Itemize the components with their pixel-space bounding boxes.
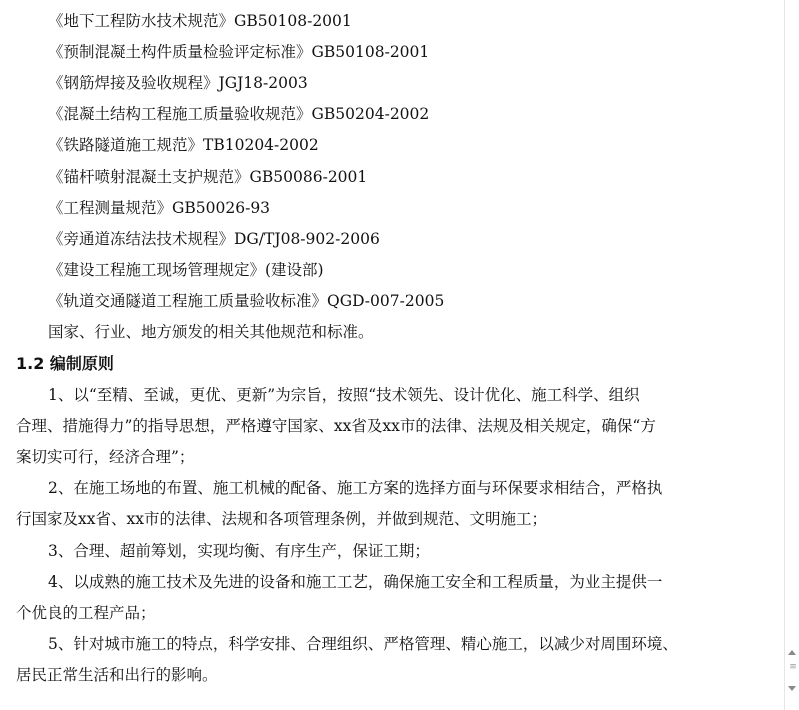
paragraph-line: 5、针对城市施工的特点，科学安排、合理组织、严格管理、精心施工，以减少对周围环境、	[48, 635, 678, 653]
standard-item: 《预制混凝土构件质量检验评定标准》GB50108-2001	[48, 43, 430, 61]
standard-item: 《工程测量规范》GB50026-93	[48, 199, 271, 217]
standard-item: 《锚杆喷射混凝土支护规范》GB50086-2001	[48, 168, 368, 186]
standard-item: 《建设工程施工现场管理规定》(建设部)	[48, 261, 324, 279]
standard-item: 《钢筋焊接及验收规程》JGJ18-2003	[48, 74, 308, 92]
standard-item: 《旁通道冻结法技术规程》DG/TJ08-902-2006	[48, 230, 380, 248]
standard-item: 《轨道交通隧道工程施工质量验收标准》QGD-007-2005	[48, 292, 445, 310]
paragraph-line: 3、合理、超前筹划，实现均衡、有序生产，保证工期；	[48, 542, 430, 560]
scroll-down-icon[interactable]	[788, 686, 796, 691]
standards-closing-line: 国家、行业、地方颁发的相关其他规范和标准。	[48, 323, 374, 341]
paragraph-line: 案切实可行，经济合理”；	[16, 448, 195, 466]
standard-item: 《铁路隧道施工规范》TB10204-2002	[48, 136, 319, 154]
paragraph-line: 1、以“至精、至诚，更优、更新”为宗旨，按照“技术领先、设计优化、施工科学、组织	[48, 386, 640, 404]
paragraph-line: 居民正常生活和出行的影响。	[16, 666, 218, 684]
split-grip-icon[interactable]: ≡	[789, 662, 797, 672]
standard-item: 《混凝土结构工程施工质量验收规范》GB50204-2002	[48, 105, 430, 123]
paragraph-line: 4、以成熟的施工技术及先进的设备和施工工艺，确保施工安全和工程质量，为业主提供一	[48, 573, 663, 591]
paragraph-line: 2、在施工场地的布置、施工机械的配备、施工方案的选择方面与环保要求相结合，严格执	[48, 479, 663, 497]
standard-item: 《地下工程防水技术规范》GB50108-2001	[48, 12, 352, 30]
paragraph-line: 合理、措施得力”的指导思想，严格遵守国家、xx省及xx市的法律、法规及相关规定，确保“方	[16, 417, 656, 435]
paragraph-line: 行国家及xx省、xx市的法律、法规和各项管理条例，并做到规范、文明施工；	[16, 510, 547, 528]
scroll-up-icon[interactable]	[788, 650, 796, 655]
section-heading: 1.2 编制原则	[16, 354, 114, 373]
paragraph-line: 个优良的工程产品；	[16, 604, 156, 622]
vertical-scrollbar[interactable]	[784, 0, 799, 710]
